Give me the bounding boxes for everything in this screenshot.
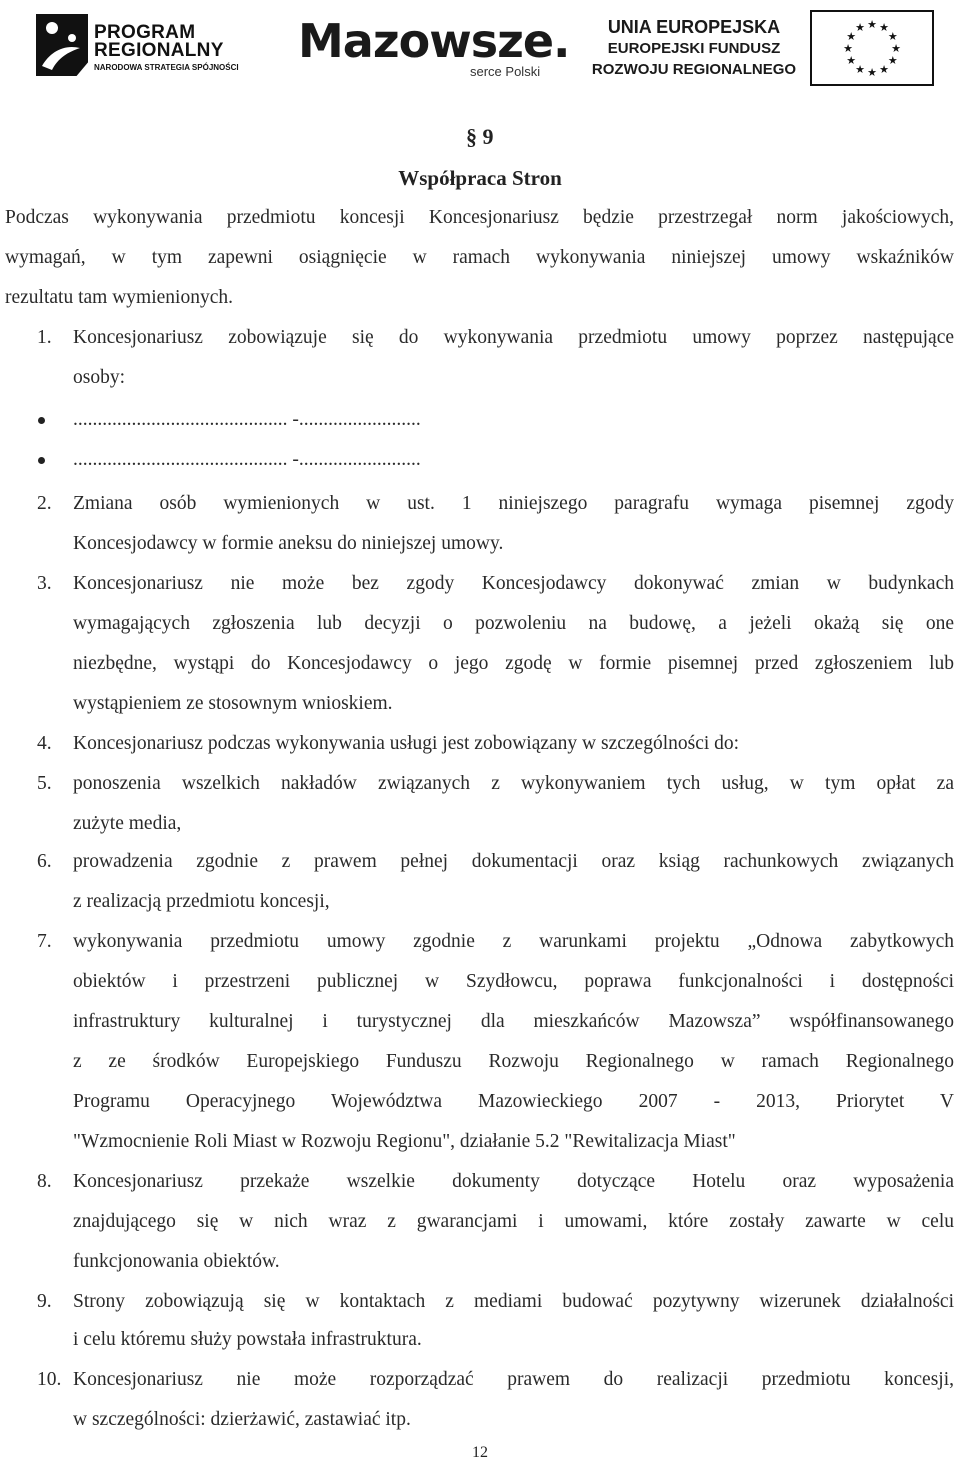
item-line: prowadzenia zgodnie z prawem pełnej dokumentacji oraz ksiąg rachunkowych związanych [73,851,954,872]
item-line: funkcjonowania obiektów. [73,1251,280,1272]
item-line: Koncesjonariusz zobowiązuje się do wykonywania przedmiotu umowy poprzez następujące [73,327,954,348]
item-number: 10. [37,1369,62,1390]
item-number: 4. [37,733,52,754]
item-line: obiektów i przestrzeni publicznej w Szydłowcu, poprawa funkcjonalności i dostępności [73,971,954,992]
item-line: i celu któremu służy powstała infrastruktura. [73,1329,422,1350]
item-line: wystąpieniem ze stosownym wnioskiem. [73,693,393,714]
eu-star-icon: ★ [855,63,865,76]
eu-logo-text [590,16,798,80]
item-line: w szczególności: dzierżawić, zastawiać itp. [73,1409,411,1430]
program-regionalny-emblem-icon [36,14,88,76]
eu-line-2: EUROPEJSKI FUNDUSZ [607,40,781,57]
mazowsze-tagline: serce Polski [470,64,541,79]
eu-star-icon: ★ [867,19,877,31]
eu-star-icon: ★ [867,67,877,79]
item-number: 6. [37,851,52,872]
item-line: wykonywania przedmiotu umowy zgodnie z warunkami projektu „Odnowa zabytkowych [73,931,954,952]
item-number: 5. [37,773,52,794]
intro-line: Podczas wykonywania przedmiotu koncesji Koncesjonariusz będzie przestrzegał norm jakościowych, [5,207,954,228]
item-line: osoby: [73,367,126,388]
item-line: zużyte media, [73,813,182,834]
eu-star-icon: ★ [846,55,857,67]
header-logos [0,0,960,92]
bullet-placeholder-line: ............................................ -......................... [73,409,421,430]
item-line: "Wzmocnienie Roli Miast w Rozwoju Regionu", działanie 5.2 "Rewitalizacja Miast" [73,1131,736,1152]
item-line: Strony zobowiązują się w kontaktach z mediami budować pozytywny wizerunek działalności [73,1291,954,1312]
item-line: Programu Operacyjnego Województwa Mazowieckiego 2007 - 2013, Priorytet V [73,1091,954,1112]
intro-line: wymagań, w tym zapewni osiągnięcie w ramach wykonywania niniejszej umowy wskaźników [5,247,954,268]
item-line: Koncesjonariusz nie może bez zgody Koncesjodawcy dokonywać zmian w budynkach [73,573,954,594]
item-line: z ze środków Europejskiego Funduszu Rozwoju Regionalnego w ramach Regionalnego [73,1051,954,1072]
item-line: Koncesjodawcy w formie aneksu do niniejszej umowy. [73,533,504,554]
bullet-placeholder-line: ............................................ -......................... [73,449,421,470]
item-line: Koncesjonariusz podczas wykonywania usługi jest zobowiązany w szczególności do: [73,733,740,754]
eu-star-icon: ★ [887,55,898,67]
eu-star-icon: ★ [879,63,889,76]
program-regionalny-title: PROGRAM REGIONALNY [94,22,224,61]
eu-line-3: ROZWOJU REGIONALNEGO [591,61,797,78]
item-number: 3. [37,573,52,594]
section-title: Współpraca Stron [398,166,562,190]
program-regionalny-logo [36,14,256,78]
program-regionalny-subtitle: NARODOWA STRATEGIA SPÓJNOŚCI [94,63,239,72]
item-line: niezbędne, wystąpi do Koncesjodawcy o jego zgodę w formie pisemnej przed zgłoszeniem lub [73,653,954,674]
item-line: Koncesjonariusz nie może rozporządzać prawem do realizacji przedmiotu koncesji, [73,1369,954,1390]
item-line: infrastruktury kulturalnej i turystycznej dla mieszkańców Mazowsza” współfinansowanego [73,1011,954,1032]
page-number: 12 [472,1444,488,1461]
item-line: Zmiana osób wymienionych w ust. 1 niniejszego paragrafu wymaga pisemnej zgody [73,493,954,514]
bullet-icon [38,457,45,464]
eu-star-icon: ★ [846,31,857,43]
bullet-icon [38,417,45,424]
item-number: 8. [37,1171,52,1192]
item-line: ponoszenia wszelkich nakładów związanych z wykonywaniem tych usług, w tym opłat za [73,773,954,794]
section-number: § 9 [466,124,494,149]
intro-line: rezultatu tam wymienionych. [5,287,233,308]
eu-flag-icon [810,10,934,86]
item-number: 1. [37,327,52,348]
mazowsze-logo [298,12,570,82]
item-line: znajdującego się w nich wraz z gwarancjami i umowami, które zostały zawarte w celu [73,1211,954,1232]
eu-line-1: UNIA EUROPEJSKA [607,17,781,37]
item-number: 9. [37,1291,52,1312]
mazowsze-wordmark: Mazowsze. [298,14,570,68]
item-line: wymagających zgłoszenia lub decyzji o pozwoleniu na budowę, a jeżeli okażą się one [73,613,954,634]
eu-logo [590,10,936,90]
eu-star-icon: ★ [855,22,865,35]
eu-star-icon: ★ [879,22,889,35]
item-number: 2. [37,493,52,514]
eu-star-icon: ★ [843,43,853,55]
eu-star-icon: ★ [887,31,898,43]
item-line: Koncesjonariusz przekaże wszelkie dokumenty dotyczące Hotelu oraz wyposażenia [73,1171,954,1192]
eu-star-icon: ★ [891,43,901,55]
item-line: z realizacją przedmiotu koncesji, [73,891,330,912]
item-number: 7. [37,931,52,952]
